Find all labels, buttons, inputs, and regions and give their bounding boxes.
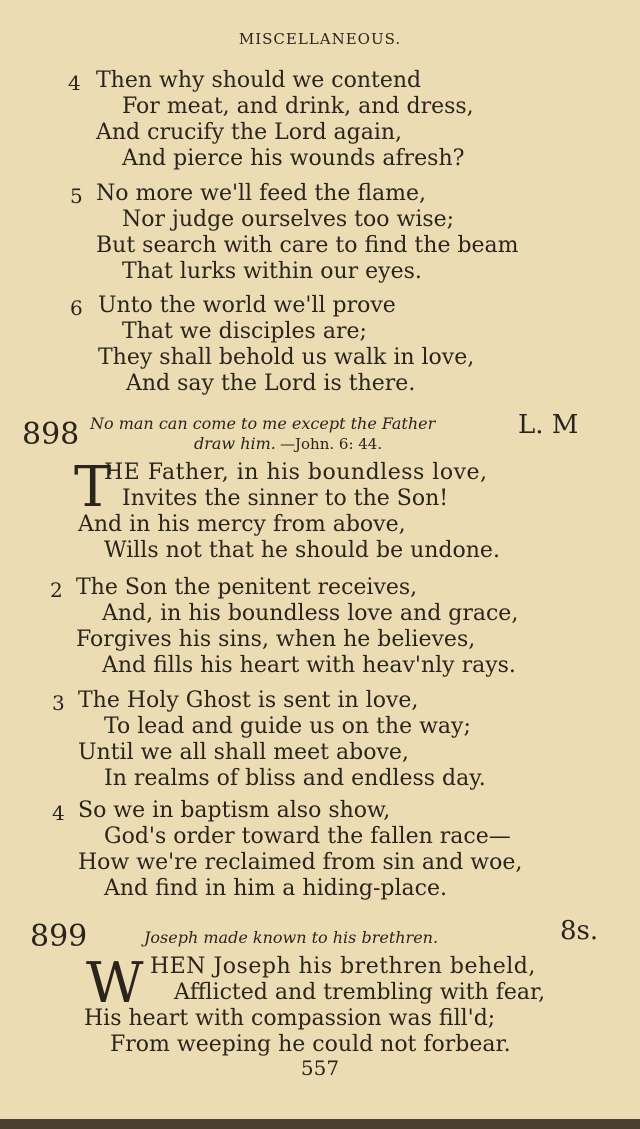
verse-line: And fills his heart with heav'nly rays.	[102, 653, 516, 678]
verse-line: Nor judge ourselves too wise;	[122, 207, 455, 232]
verse-line: And, in his boundless love and grace,	[102, 601, 519, 626]
verse-line: HEN Joseph his brethren beheld,	[150, 954, 536, 979]
hymn-title: No man can come to me except the Father	[90, 414, 436, 433]
verse-line: Unto the world we'll prove	[98, 293, 396, 318]
verse-number: 6	[70, 296, 83, 320]
verse-line: Then why should we contend	[96, 68, 422, 93]
verse-line: And in his mercy from above,	[78, 512, 406, 537]
verse-line: And say the Lord is there.	[126, 371, 416, 396]
verse-line: From weeping he could not forbear.	[110, 1032, 511, 1057]
hymn-meter: 8s.	[560, 916, 599, 946]
verse-line: The Son the penitent receives,	[76, 575, 418, 600]
verse-line: To lead and guide us on the way;	[104, 714, 471, 739]
verse-line: So we in baptism also show,	[78, 798, 391, 823]
verse-line: His heart with compassion was fill'd;	[84, 1006, 496, 1031]
verse-number: 3	[52, 691, 65, 715]
verse-line: How we're reclaimed from sin and woe,	[78, 850, 523, 875]
verse-line: Invites the sinner to the Son!	[122, 486, 449, 511]
verse-line: Wills not that he should be undone.	[104, 538, 500, 563]
verse-line: For meat, and drink, and dress,	[122, 94, 474, 119]
verse-line: Afflicted and trembling with fear,	[174, 980, 546, 1005]
verse-line: They shall behold us walk in love,	[98, 345, 475, 370]
verse-line: The Holy Ghost is sent in love,	[78, 688, 419, 713]
hymn-title: Joseph made known to his brethren.	[144, 928, 439, 947]
hymn-meter: L. M	[518, 410, 579, 440]
page-header: MISCELLANEOUS.	[238, 30, 402, 48]
hymn-title-line2: draw him.	[194, 434, 276, 453]
verse-line: But search with care to find the beam	[96, 233, 519, 258]
verse-line: In realms of bliss and endless day.	[104, 766, 486, 791]
scripture-reference: —John. 6: 44.	[280, 435, 383, 453]
page-number: 557	[300, 1056, 340, 1080]
hymn-number: 898	[22, 417, 80, 452]
verse-number: 4	[68, 71, 81, 95]
page-edge	[0, 1119, 640, 1129]
hymn-number: 899	[30, 919, 88, 954]
verse-line: No more we'll feed the flame,	[96, 181, 427, 206]
verse-line: That we disciples are;	[122, 319, 367, 344]
verse-number: 5	[70, 184, 83, 208]
verse-line: That lurks within our eyes.	[122, 259, 422, 284]
verse-line: God's order toward the fallen race—	[104, 824, 511, 849]
verse-line: Forgives his sins, when he believes,	[76, 627, 476, 652]
verse-line: And find in him a hiding-place.	[104, 876, 447, 901]
verse-line: Until we all shall meet above,	[78, 740, 409, 765]
drop-cap: T	[74, 455, 112, 520]
verse-line: And crucify the Lord again,	[96, 120, 403, 145]
drop-cap: W	[86, 951, 144, 1016]
verse-line: And pierce his wounds afresh?	[122, 146, 465, 171]
verse-number: 4	[52, 801, 65, 825]
verse-line: HE Father, in his boundless love,	[104, 460, 488, 485]
verse-number: 2	[50, 578, 63, 602]
